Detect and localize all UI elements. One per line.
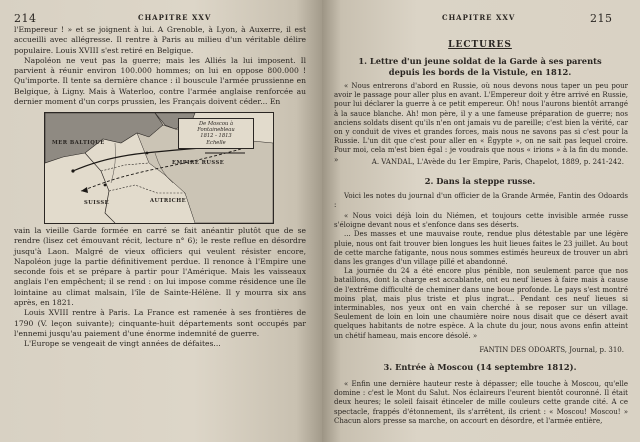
paragraph: « Nous voici déjà loin du Niémen, et toujours cette invisible armée russe s'éloigne devant nous et s'enfonce dans ses déserts. xyxy=(334,212,628,230)
paragraph: Louis XVIII rentre à Paris. La France est ramenée à ses frontières de 1790 (V. leçon suivante); cinquante-huit départements sont occupés par l'ennemi jusqu'au paiement d'une énorme indemnité de guerre. xyxy=(14,308,306,338)
lecture2-intro xyxy=(334,192,628,210)
lecture3-body xyxy=(334,380,628,426)
left-page-number: 214 xyxy=(14,12,37,25)
town-marker xyxy=(71,169,74,172)
paragraph: « Enfin une dernière hauteur reste à dépasser; elle touche à Moscou, qu'elle domine : c'est le Mont du Salut. Nos éclaireurs l'eurent bientôt couronné. Il était deux heures; le soleil faisait étinceler de mille couleurs cette grande cité. A ce spectacle, frappés d'étonnement, ils s'arrêtent, ils crient : « Moscou! Moscou! » Chacun alors presse sa marche, on accourt en désordre, et l'armée entière, xyxy=(334,380,628,425)
map-label-autriche: AUTRICHE xyxy=(150,198,187,204)
lecture3-title: 3. Entrée à Moscou (14 septembre 1812). xyxy=(383,362,577,372)
left-running-head: CHAPITRE XXV xyxy=(138,13,212,22)
left-bottom-text xyxy=(14,226,306,350)
paragraph: Napoléon ne veut pas la guerre; mais les Alliés la lui imposent. Il parvient à réunir environ 100.000 hommes; on lui en oppose 800.000 ! Qu'importe. Il tente sa dernière chance : il bouscule l'armée prussienne en Belgique, à Ligny. Mais à Waterloo, contre l'armée anglaise renforcée au dernier moment d'un corps prussien, les Français doivent céder... En xyxy=(14,55,306,107)
lecture1-title-line2: depuis les bords de la Vistule, en 1812. xyxy=(388,67,572,77)
map-title-line1: De Moscou à Fontainebleau xyxy=(197,121,235,133)
lecture1-source: A. VANDAL, L'Avède du 1er Empire, Paris, Chapelot, 1889, p. 241-242. xyxy=(371,158,624,166)
right-running-head: CHAPITRE XXV xyxy=(442,13,516,22)
border-line xyxy=(101,163,149,171)
river xyxy=(111,143,116,183)
lecture1-title-line1: 1. Lettre d'un jeune soldat de la Garde à ses parents xyxy=(358,56,602,66)
left-top-text xyxy=(14,25,306,107)
paragraph: L'Europe se vengeait de vingt années de défaites... xyxy=(24,339,221,349)
lecture2-body xyxy=(334,212,628,341)
map-legend xyxy=(178,118,254,149)
arrow-head xyxy=(81,187,88,193)
right-page xyxy=(322,0,640,442)
map-label-suisse: SUISSE xyxy=(84,200,110,206)
paragraph: vain la vieille Garde formée en carré se fait anéantir plutôt que de se rendre (lisez cet émouvant récit, lecture n° 6); le reste reflue en désordre jusqu'à Laon. Malgré de vieux officiers qui veulent résister encore, Napoléon juge la partie définitivement perdue. Il renonce à l'Empire une seconde fois et se prépare à partir pour l'Amérique. Mais les vaisseaux anglais l'en empêchent; il se rend : on lui impose comme résidence une île lointaine au climat malsain, l'île de Sainte-Hélène. Il y mourra six ans après, en 1821. xyxy=(14,226,306,308)
map-title-line2: 1812 - 1813 xyxy=(200,133,232,139)
map-label-sea: MER BALTIQUE xyxy=(52,140,105,146)
lectures-heading: LECTURES xyxy=(448,40,512,50)
lecture2-title: 2. Dans la steppe russe. xyxy=(424,176,536,186)
paragraph: l'Empereur ! » et se joignent à lui. A Grenoble, à Lyon, à Auxerre, il est accueilli avec allégresse. Il rentre à Paris au milieu d'un véritable délire populaire. Louis XVIII s'est retiré en Belgique. xyxy=(14,25,306,55)
paragraph: La journée du 24 a été encore plus pénible, non seulement parce que nos bataillons, dont la charge est accablante, ont eu neuf lieues à faire mais à cause de l'extrême difficulté de cheminer dans une boue profonde. Le pays s'est montré moins plat, mais plus triste et plus ingrat... Pendant ces neuf lieues si interminables, nos yeux ont en vain cherché à se reposer sur un village. Seulement de loin en loin une chaumière noire nous disait que ce désert avait quelques habitants de notre espèce. A la chute du jour, nous avons enfin atteint un chétif hameau, mais encore désolé. » xyxy=(334,267,628,340)
map-label-russia: EMPIRE RUSSE xyxy=(172,160,225,166)
lecture2-source: FANTIN DES ODOARTS, Journal, p. 310. xyxy=(479,346,624,354)
town-marker xyxy=(146,152,149,155)
paragraph: ... Des masses et une mauvaise route, rendue plus détestable par une légère pluie, nous ont fait trouver bien longues les huit lieues faites le 23 juillet. Au bout de cette marche fatigante, nous nous sommes estimés heureux de trouver un abri dans les granges d'un village pillé et abandonné. xyxy=(334,230,628,267)
map-scale-label: Echelle xyxy=(206,140,226,146)
border-line xyxy=(109,185,185,193)
town-marker xyxy=(104,184,107,187)
lecture1-body xyxy=(334,82,628,165)
lecture1-title xyxy=(332,56,628,78)
paragraph: Voici les notes du journal d'un officier de la Grande Armée, Fantin des Odoards : xyxy=(334,192,628,210)
right-page-number: 215 xyxy=(590,12,613,25)
paragraph: « Nous entrerons d'abord en Russie, où nous devons nous taper un peu pour avoir le passage pour aller plus en avant. L'Empereur doit y être arrivé en Russie, pour lui déclarer la guerre à ce petit empereur. Oh! nous l'aurons bientôt arrangé à la sauce blanche. Ah! mon père, il y a une fameuse préparation de guerre; nos anciens soldats disent qu'ils n'en ont jamais vu de pareille; c'est bien la vérité, car on y conduit de vives et grandes forces, mais nous ne savons pas si c'est pour la Russie. L'un dit que c'est pour aller en « Égypte », on ne sait pas lequel croire. Pour moi, cela m'est bien égal : je voudrais que nous « irions » à la fin du monde. » xyxy=(334,82,628,164)
